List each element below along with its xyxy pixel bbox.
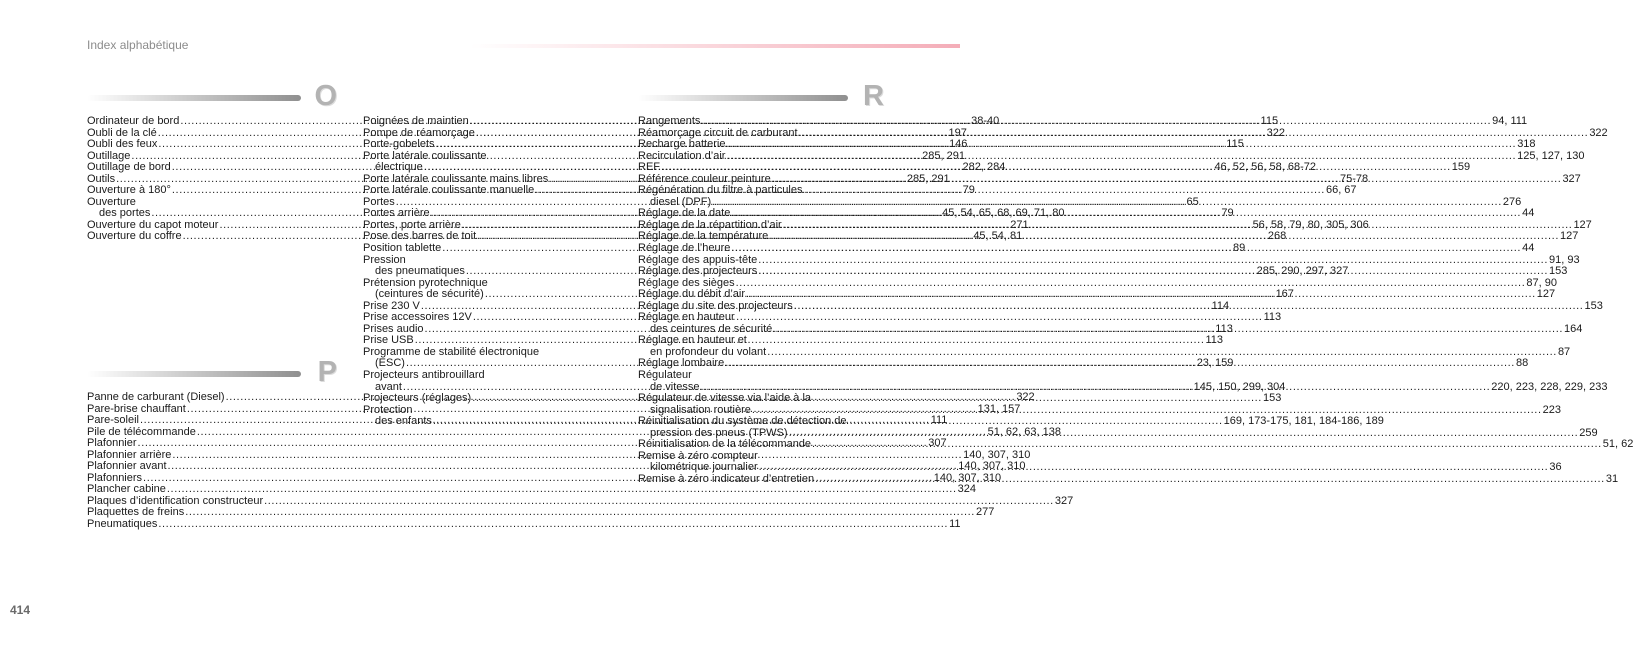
entry-term: signalisation routière: [650, 403, 751, 416]
index-line: [638, 370, 885, 382]
entry-pages: 285, 291: [906, 172, 950, 185]
entry-pages: 44: [1522, 242, 1535, 255]
entry-term: Réglage lombaire: [638, 357, 725, 370]
entry-term: Ouverture: [87, 195, 136, 208]
section-header-r: [638, 80, 884, 112]
entry-term: Ouverture à 180°: [87, 184, 171, 197]
entry-pages: 56, 58, 79, 80, 305, 306: [1252, 218, 1369, 231]
entry-term: Recirculation d’air: [638, 149, 726, 162]
entry-term: Pare-brise chauffant: [87, 402, 186, 415]
entry-pages: 66, 67: [1325, 184, 1357, 197]
entry-pages: 322: [1589, 126, 1608, 139]
entry-pages: 38-40: [971, 115, 1000, 127]
entry-pages: 327: [1054, 494, 1074, 507]
entry-term: Prises audio: [363, 322, 424, 335]
entry-pages: 140, 307, 310: [958, 460, 1026, 473]
entry-term: des ceintures de sécurité: [650, 322, 773, 335]
entry-pages: 276: [1502, 195, 1522, 208]
entry-pages: 318: [1517, 138, 1536, 151]
entry-pages: 88: [1515, 357, 1529, 370]
entry-term: Réglage des projecteurs: [638, 265, 758, 278]
entry-pages: 153: [1548, 265, 1568, 278]
dot-leader: [794, 301, 1584, 313]
entry-pages: 327: [1562, 172, 1581, 185]
entry-pages: 277: [975, 506, 995, 519]
entry-pages: 127: [1536, 288, 1556, 301]
dot-leader: [158, 519, 948, 531]
entry-pages: 159: [1451, 161, 1471, 174]
dot-leader: [815, 471, 1605, 486]
entry-pages: 23, 159: [1196, 357, 1234, 370]
entry-term: pression des pneus (TPWS): [650, 426, 788, 439]
entry-term: Porte latérale coulissante mains libres: [363, 172, 549, 185]
entry-term: Projecteurs antibrouillard: [363, 369, 485, 382]
entry-pages: 223: [1542, 403, 1561, 416]
entry-term: Remise à zéro compteur: [638, 449, 758, 462]
entry-term: Réglage des sièges: [638, 276, 735, 289]
entry-pages: 45, 54, 65, 68, 69, 71, 80: [942, 207, 1065, 220]
entry-term: Remise à zéro indicateur d’entretien: [638, 472, 815, 485]
entry-pages: 164: [1564, 322, 1583, 335]
section-letter: R: [863, 80, 884, 112]
entry-term: Pneumatiques: [87, 518, 158, 531]
entry-term: Pare-soleil: [87, 414, 139, 427]
entry-term: Ordinateur de bord: [87, 115, 180, 127]
entry-pages: 11: [949, 518, 961, 531]
entry-pages: 127: [1573, 218, 1592, 231]
entry-term: Oubli de la clé: [87, 126, 157, 139]
entry-term: Ouverture du capot moteur: [87, 218, 219, 231]
dot-leader: [701, 382, 1491, 394]
entry-pages: 113: [1215, 322, 1233, 335]
entry-pages: 153: [1262, 392, 1282, 405]
entry-pages: 167: [1275, 288, 1294, 301]
entry-term: Réamorçage circuit de carburant: [638, 126, 798, 139]
entry-pages: 115: [1226, 138, 1244, 151]
entry-pages: 94, 111: [1492, 115, 1528, 127]
entry-pages: 285, 290, 297, 327: [1256, 265, 1349, 278]
entry-term: Position tablette: [363, 242, 442, 255]
dot-leader: [725, 358, 1515, 370]
entry-term: Prétension pyrotechnique: [363, 276, 488, 289]
entry-term: Réglage des appuis-tête: [638, 253, 758, 266]
entry-pages: 127: [1559, 230, 1579, 243]
entry-pages: 169, 173-175, 181, 184-186, 189: [1223, 415, 1384, 428]
entry-pages: 51, 62, 63, 138: [987, 425, 1061, 438]
entry-term: Réglage en hauteur: [638, 311, 735, 324]
entry-term: Recharge batterie: [638, 138, 726, 151]
entry-term: Régulateur: [638, 369, 692, 382]
entry-pages: 197: [948, 126, 967, 139]
index-entry: [87, 518, 961, 531]
entry-pages: 46, 52, 56, 58, 68-72: [1214, 161, 1316, 174]
entry-pages: 324: [957, 483, 976, 496]
entry-term: avant: [375, 380, 402, 393]
entry-pages: 125, 127, 130: [1517, 149, 1585, 162]
entry-pages: 111: [930, 414, 948, 427]
entry-term: Porte latérale coulissante manuelle: [363, 184, 535, 197]
entry-pages: 115: [1260, 115, 1279, 127]
entry-term: de vitesse: [650, 380, 700, 393]
entry-term: REF: [638, 161, 660, 174]
entry-term: Pompe de réamorçage: [363, 126, 475, 139]
entry-pages: 153: [1584, 299, 1603, 312]
entry-term: Oubli des feux: [87, 138, 158, 151]
entry-pages: 285, 291: [922, 149, 965, 162]
entry-term: Porte latérale coulissante: [363, 149, 487, 162]
dot-leader: [812, 439, 1602, 451]
entry-term: Pose des barres de toit: [363, 230, 477, 243]
entry-pages: 45, 54, 81: [973, 230, 1023, 243]
entry-pages: 75-78: [1340, 172, 1369, 185]
entry-term: Outillage: [87, 149, 131, 162]
entry-pages: 307: [928, 437, 947, 450]
dot-leader: [731, 243, 1521, 255]
entry-pages: 271: [1010, 218, 1029, 231]
entry-pages: 44: [1522, 207, 1535, 220]
entry-pages: 145, 150, 299, 304: [1193, 380, 1286, 393]
entry-pages: 87, 90: [1526, 276, 1557, 289]
entry-term: Plafonnier arrière: [87, 448, 172, 461]
entry-pages: 79: [962, 184, 975, 197]
entry-term: Portes arrière: [363, 207, 430, 220]
dot-leader: [758, 266, 1548, 278]
entry-pages: 79: [1221, 207, 1234, 220]
section-letter: P: [317, 356, 337, 388]
entry-term: Référence couleur peinture: [638, 172, 771, 185]
entry-pages: 140, 307, 310: [963, 448, 1031, 461]
dot-leader: [772, 174, 1562, 186]
entry-term: Réinitialisation de la télécommande: [638, 438, 812, 451]
entry-pages: 31: [1605, 472, 1619, 485]
entry-pages: 113: [1263, 311, 1282, 324]
entry-term: Réglage du débit d’air: [638, 288, 746, 301]
entry-term: (ceintures de sécurité): [375, 288, 484, 301]
entry-pages: 146: [949, 138, 968, 151]
entry-term: Plancher cabine: [87, 483, 166, 496]
dot-leader: [773, 324, 1563, 336]
entry-term: des pneumatiques: [375, 265, 465, 278]
page-number: 414: [10, 603, 31, 617]
entry-term: Outillage de bord: [87, 161, 171, 174]
section-bar: [87, 95, 301, 101]
section-header-o: [87, 80, 337, 112]
entry-term: Plafonnier: [87, 437, 137, 450]
entry-pages: 65: [1186, 195, 1199, 208]
entry-term: Portes, porte arrière: [363, 218, 461, 231]
entry-pages: 89: [1233, 242, 1246, 255]
entry-term: Projecteurs (réglages): [363, 392, 472, 405]
dot-leader: [701, 116, 1491, 128]
entry-term: en profondeur du volant: [650, 345, 767, 358]
entry-term: Protection: [363, 403, 413, 416]
entry-term: électrique: [375, 161, 423, 174]
section-header-p: [87, 356, 337, 388]
entry-term: Réglage du site des projecteurs: [638, 299, 793, 312]
dot-leader: [752, 402, 1542, 417]
entry-term: Réglage de la date: [638, 207, 731, 220]
entry-term: Poignées de maintien: [363, 115, 469, 127]
entry-pages: 268: [1267, 230, 1287, 243]
entry-term: Régulateur de vitesse via l’aide à la: [638, 392, 812, 405]
header-rule: [470, 44, 960, 48]
entry-term: Réglage de la répartition d’air: [638, 218, 782, 231]
entry-pages: 87: [1557, 345, 1571, 358]
entry-term: Plaques d’identification constructeur: [87, 494, 264, 507]
index-line: [638, 393, 885, 405]
entry-pages: 220, 223, 228, 229, 233: [1491, 380, 1608, 393]
entry-term: Pile de télécommande: [87, 425, 196, 438]
entry-term: Prise accessoires 12V: [363, 311, 472, 324]
entry-pages: 114: [1211, 299, 1230, 312]
entry-term: Réglage de l’heure: [638, 242, 731, 255]
entry-term: Plafonnier avant: [87, 460, 167, 473]
running-title: Index alphabétique: [87, 38, 189, 52]
entry-term: Plaquettes de freins: [87, 506, 185, 519]
entry-term: (ESC): [375, 357, 405, 370]
entry-pages: 36: [1549, 461, 1562, 474]
entry-term: Réglage en hauteur et: [638, 334, 747, 347]
entry-term: Portes: [363, 195, 395, 208]
entry-term: Plafonniers: [87, 471, 143, 484]
entry-term: Réglage de la température: [638, 230, 769, 243]
index-line: [363, 370, 616, 382]
entry-pages: 322: [1266, 126, 1285, 139]
entry-term: Réinitialisation du système de détection de: [638, 415, 847, 428]
entry-pages: 51, 62: [1602, 438, 1633, 451]
entry-term: Porte-gobelets: [363, 138, 435, 151]
section-bar: [87, 371, 301, 377]
dot-leader: [726, 139, 1516, 151]
entry-term: des enfants: [375, 415, 432, 428]
section-bar: [638, 95, 848, 101]
entry-pages: 131, 157: [977, 402, 1021, 415]
entry-pages: 140, 307, 310: [933, 471, 1002, 484]
section-letter: O: [314, 80, 337, 112]
entry-term: diesel (DPF): [650, 195, 712, 208]
entry-term: Régénération du filtre à particules: [638, 184, 803, 197]
entry-pages: 113: [1205, 334, 1224, 347]
entry-pages: 259: [1579, 426, 1598, 439]
entry-term: des portes: [99, 207, 151, 220]
entry-term: kilométrique journalier: [650, 461, 758, 474]
entry-term: Programme de stabilité électronique: [363, 345, 540, 358]
entry-term: Ouverture du coffre: [87, 230, 182, 243]
index-line: [87, 518, 961, 531]
entry-term: Prise 230 V: [363, 299, 420, 312]
entry-term: Rangements: [638, 115, 701, 127]
entry-term: Prise USB: [363, 334, 414, 347]
entry-term: Outils: [87, 172, 116, 185]
entry-pages: 322: [1016, 391, 1035, 403]
entry-pages: 91, 93: [1548, 253, 1580, 266]
entry-term: Panne de carburant (Diesel): [87, 391, 225, 403]
dot-leader: [661, 162, 1451, 174]
entry-pages: 282, 284: [962, 161, 1006, 174]
entry-term: Pression: [363, 253, 406, 266]
